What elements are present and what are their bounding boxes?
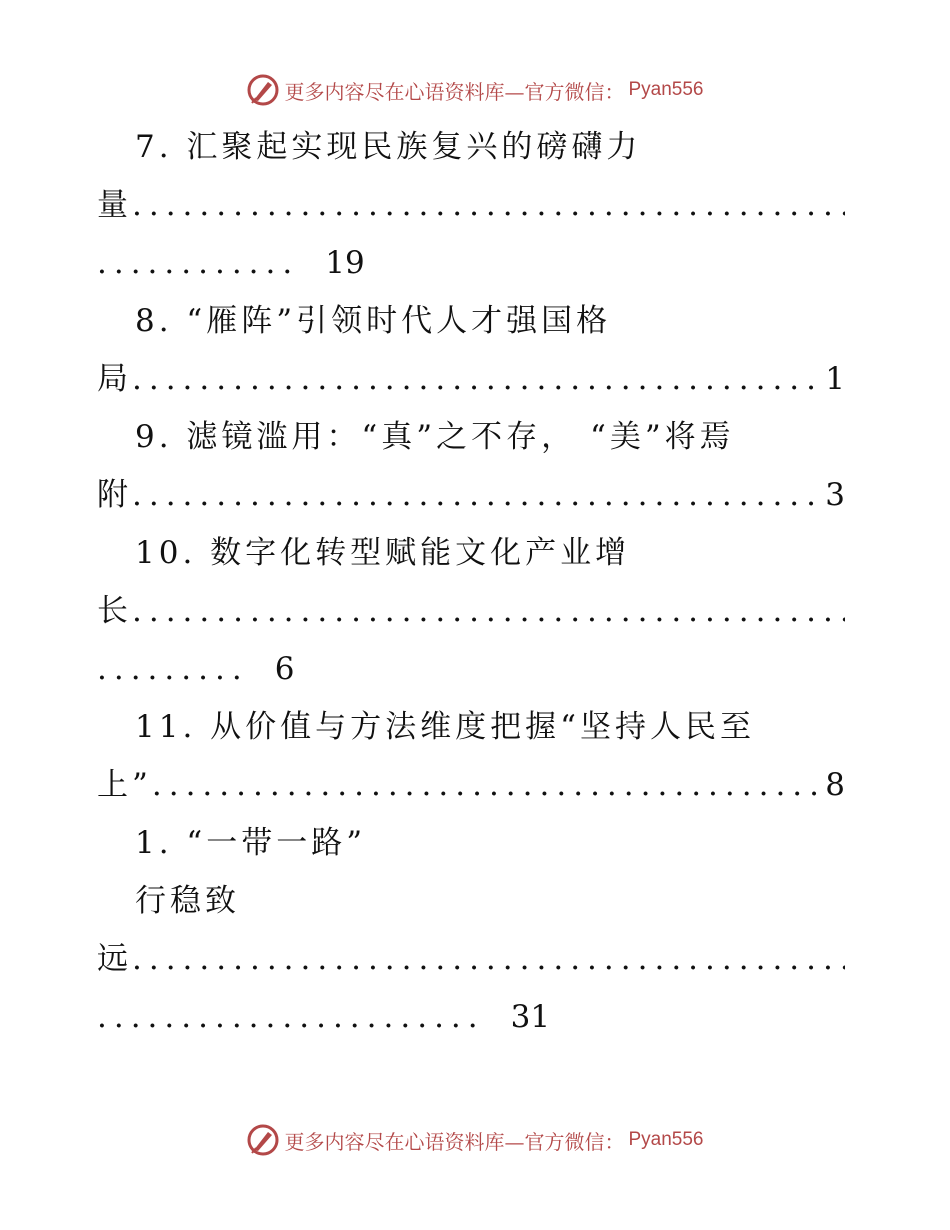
toc-page-number: 8 xyxy=(825,767,845,803)
toc-entry-title-cont: 行稳致 xyxy=(135,883,240,919)
toc-entry-title: 8. “雁阵”引领时代人才强国格 xyxy=(135,303,612,339)
toc-page-number: 1 xyxy=(825,361,845,397)
toc-entry-page-line xyxy=(97,988,845,1046)
banner-text: 更多内容尽在心语资料库—官方微信： xyxy=(284,1129,625,1154)
toc-page-number: 3 xyxy=(825,477,845,513)
quill-pen-circle-icon xyxy=(246,1123,280,1157)
toc-entry-leader xyxy=(97,350,845,408)
toc-page-number: 6 xyxy=(274,651,295,687)
toc-entry-title-end: 局 xyxy=(97,361,132,397)
toc-entry-page-line xyxy=(97,234,845,292)
toc-entry-title-end: 长 xyxy=(97,593,132,629)
toc-entry-title: 1. “一带一路” xyxy=(135,825,367,861)
toc-entry-leader xyxy=(97,582,845,640)
dot-leader: ......... xyxy=(97,651,249,687)
toc-entry-title: 9. 滤镜滥用：“真”之不存， “美”将焉 xyxy=(135,419,735,455)
toc-entry-title-end: 附 xyxy=(97,477,132,513)
table-of-contents xyxy=(97,118,845,1046)
banner-wechat-id: Pyan556 xyxy=(628,1129,704,1150)
banner-content xyxy=(246,1123,703,1157)
toc-entry-leader xyxy=(97,466,845,524)
toc-entry-title-end: 远 xyxy=(97,941,132,977)
toc-entry-leader xyxy=(97,756,845,814)
toc-entry-leader xyxy=(97,930,845,988)
toc-entry-title: 10. 数字化转型赋能文化产业增 xyxy=(135,535,631,571)
dot-leader xyxy=(132,582,845,640)
toc-entry-title: 7. 汇聚起实现民族复兴的磅礴力 xyxy=(135,129,642,165)
toc-page-number: 31 xyxy=(510,999,551,1035)
dot-leader xyxy=(132,930,845,988)
footer-banner xyxy=(0,1120,950,1160)
banner-wechat-id: Pyan556 xyxy=(628,79,704,100)
quill-pen-circle-icon xyxy=(246,73,280,107)
dot-leader: ............ xyxy=(97,245,300,281)
toc-entry-title-end: 量 xyxy=(97,187,132,223)
toc-entry-page-line xyxy=(97,640,845,698)
toc-page-number: 19 xyxy=(325,245,365,281)
dot-leader xyxy=(152,756,821,814)
header-banner xyxy=(0,70,950,110)
banner-content xyxy=(246,73,703,107)
toc-entry-title: 11. 从价值与方法维度把握“坚持人民至 xyxy=(135,709,756,745)
dot-leader xyxy=(132,466,821,524)
dot-leader xyxy=(132,350,821,408)
toc-entry-title-end: 上” xyxy=(97,767,152,803)
dot-leader: ....................... xyxy=(97,999,485,1035)
banner-text: 更多内容尽在心语资料库—官方微信： xyxy=(284,79,625,104)
dot-leader xyxy=(132,176,845,234)
toc-entry-leader xyxy=(97,176,845,234)
